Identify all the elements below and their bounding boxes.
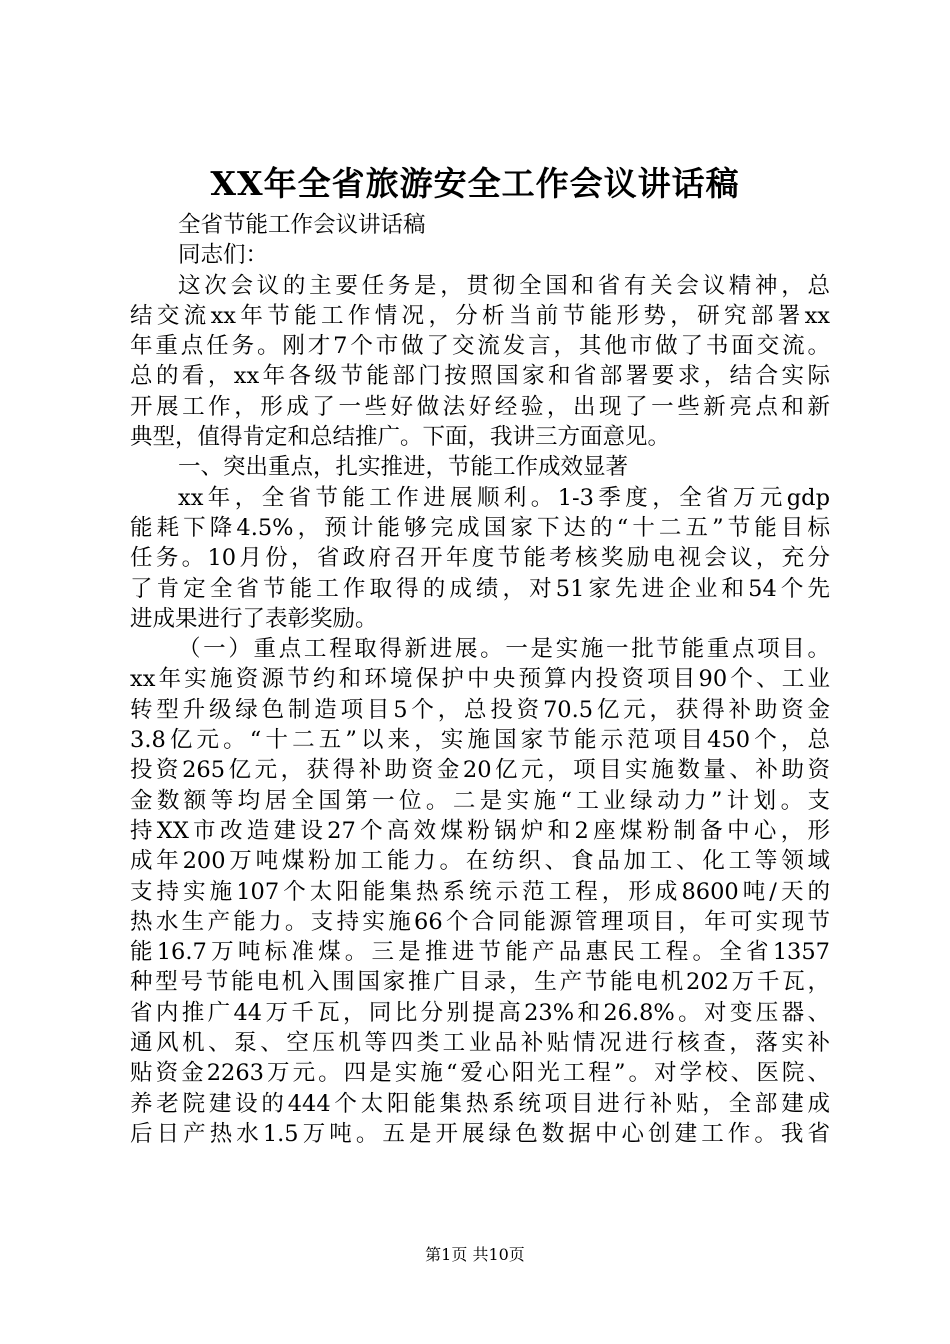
paragraph-line: 总的看，xx年各级节能部门按照国家和省部署要求，结合实际 [130, 363, 830, 390]
paragraph-line: xx年实施资源节约和环境保护中央预算内投资项目90个、工业 [130, 666, 830, 693]
subtitle-line: 全省节能工作会议讲话稿 [178, 212, 426, 238]
paragraph-line: 开展工作，形成了一些好做法好经验，出现了一些新亮点和新 [130, 393, 830, 420]
paragraph-line: 种型号节能电机入围国家推广目录，生产节能电机202万千瓦， [130, 969, 830, 996]
section-heading: 一、突出重点，扎实推进，节能工作成效显著 [178, 454, 629, 481]
paragraph-line: 这次会议的主要任务是，贯彻全国和省有关会议精神，总 [178, 272, 830, 299]
paragraph-line: 年重点任务。刚才7个市做了交流发言，其他市做了书面交流。 [130, 333, 830, 360]
paragraph-line: 能耗下降4.5%，预计能够完成国家下达的“十二五”节能目标 [130, 514, 830, 541]
paragraph-line: 热水生产能力。支持实施66个合同能源管理项目，年可实现节 [130, 908, 830, 935]
paragraph-line: 持XX市改造建设27个高效煤粉锅炉和2座煤粉制备中心，形 [130, 817, 830, 844]
document-body [130, 210, 830, 1149]
salutation-line: 同志们： [178, 242, 269, 269]
paragraph-line: 转型升级绿色制造项目5个，总投资70.5亿元，获得补助资金 [130, 696, 830, 723]
paragraph-line: 典型，值得肯定和总结推广。下面，我讲三方面意见。 [130, 424, 671, 451]
paragraph-line: 了肯定全省节能工作取得的成绩，对51家先进企业和54个先 [130, 575, 830, 602]
paragraph-line: 金数额等均居全国第一位。二是实施“工业绿动力”计划。支 [130, 787, 830, 814]
paragraph-line: 通风机、泵、空压机等四类工业品补贴情况进行核查，落实补 [130, 1030, 830, 1057]
document-title: XX年全省旅游安全工作会议讲话稿 [210, 164, 740, 203]
paragraph-line: 后日产热水1.5万吨。五是开展绿色数据中心创建工作。我省 [130, 1120, 830, 1147]
page-footer: 第1页 共10页 [425, 1245, 525, 1264]
paragraph-line: 任务。10月份，省政府召开年度节能考核奖励电视会议，充分 [130, 545, 830, 572]
paragraph-line: 成年200万吨煤粉加工能力。在纺织、食品加工、化工等领域 [130, 848, 830, 875]
paragraph-line: 贴资金2263万元。四是实施“爱心阳光工程”。对学校、医院、 [130, 1060, 830, 1087]
paragraph-line: 能16.7万吨标准煤。三是推进节能产品惠民工程。全省1357 [130, 939, 830, 966]
paragraph-line: 结交流xx年节能工作情况，分析当前节能形势，研究部署xx [130, 302, 830, 329]
paragraph-line: 投资265亿元，获得补助资金20亿元，项目实施数量、补助资 [130, 757, 830, 784]
paragraph-line: （一）重点工程取得新进展。一是实施一批节能重点项目。 [178, 636, 830, 663]
paragraph-line: 3.8亿元。“十二五”以来，实施国家节能示范项目450个，总 [130, 727, 830, 754]
paragraph-line: 进成果进行了表彰奖励。 [130, 605, 378, 632]
paragraph-line: xx年，全省节能工作进展顺利。1-3季度，全省万元gdp [178, 484, 830, 511]
paragraph-line: 支持实施107个太阳能集热系统示范工程，形成8600吨/天的 [130, 878, 830, 905]
paragraph-line: 省内推广44万千瓦，同比分别提高23%和26.8%。对变压器、 [130, 999, 830, 1026]
paragraph-line: 养老院建设的444个太阳能集热系统项目进行补贴，全部建成 [130, 1090, 830, 1117]
